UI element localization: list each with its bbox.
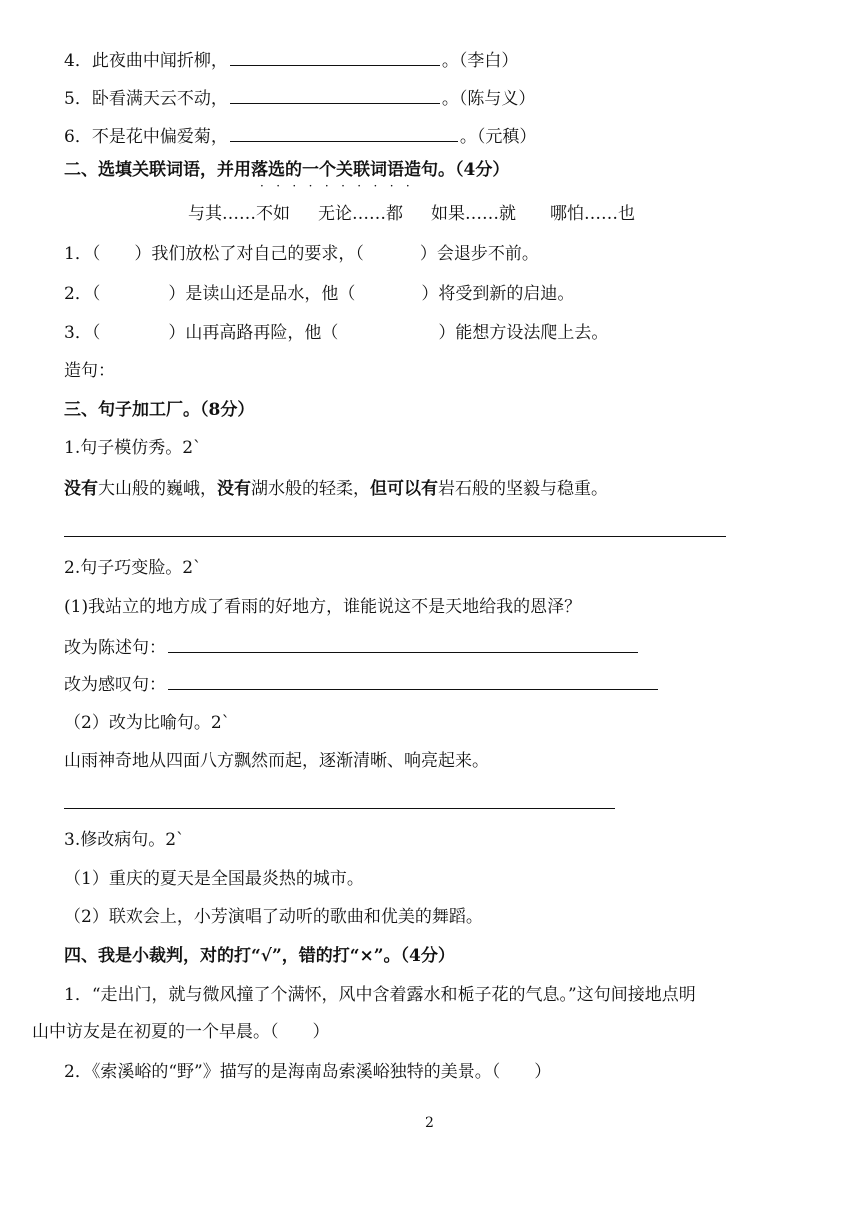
exclamatory-row	[64, 673, 660, 696]
question-number: 2．（	[64, 284, 101, 304]
section-3-heading: 三、句子加工厂。（8分）	[64, 400, 255, 420]
judge-question-2: 2．《索溪峪的“野”》描写的是海南岛索溪峪独特的美景。（ ）	[64, 1062, 552, 1082]
option-wulun-dou: 无论……都	[318, 204, 403, 224]
poem-prefix: 6．不是花中偏爱菊，	[64, 127, 228, 147]
poem-prefix: 4．此夜曲中闻折柳，	[64, 51, 228, 71]
correction-title: 3.修改病句。2`	[64, 830, 185, 850]
answer-line[interactable]	[64, 536, 726, 537]
poem-line-6	[64, 125, 536, 148]
judge-question-1-line-2: 山中访友是在初夏的一个早晨。（ ）	[32, 1022, 330, 1042]
answer-blank[interactable]	[168, 673, 658, 690]
page-number: 2	[425, 1115, 434, 1131]
keyword-dan-keyiyou: 但可以有	[370, 479, 438, 499]
poem-line-5	[64, 87, 535, 110]
answer-blank[interactable]	[230, 49, 440, 66]
question-text: ）能想方设法爬上去。	[438, 323, 609, 343]
fill-question-1	[64, 243, 539, 265]
poem-suffix: 。（李白）	[441, 51, 519, 71]
option-napa-ye: 哪怕……也	[550, 204, 635, 224]
option-ruguo-jiu: 如果……就	[431, 204, 516, 224]
declarative-row	[64, 636, 640, 659]
question-text: ）将受到新的启迪。	[421, 284, 575, 304]
conjunction-options	[188, 203, 635, 225]
imitation-example	[64, 478, 608, 500]
transform-question-2: （2）改为比喻句。2`	[64, 713, 231, 733]
correction-question-2: （2）联欢会上，小芳演唱了动听的歌曲和优美的舞蹈。	[64, 907, 483, 927]
emphasis-dots: ··········	[260, 179, 423, 193]
imitation-title: 1.句子模仿秀。2`	[64, 438, 202, 458]
section-4-heading: 四、我是小裁判，对的打“√”，错的打“×”。（4分）	[64, 946, 455, 966]
judge-question-1-line-1: 1．“走出门，就与微风撞了个满怀，风中含着露水和栀子花的气息。”这句间接地点明	[64, 985, 696, 1005]
transform-title: 2.句子巧变脸。2`	[64, 558, 202, 578]
declarative-label: 改为陈述句：	[64, 638, 166, 658]
transform-question-2-text: 山雨神奇地从四面八方飘然而起，逐渐清晰、响亮起来。	[64, 751, 489, 771]
fill-question-3	[64, 322, 608, 344]
section-2-heading: 二、选填关联词语，并用落选的一个关联词语造句。（4分）	[64, 160, 510, 180]
answer-blank[interactable]	[230, 125, 458, 142]
example-text: 岩石般的坚毅与稳重。	[438, 479, 608, 499]
answer-blank[interactable]	[168, 636, 638, 653]
question-number: 1．（	[64, 244, 101, 264]
poem-suffix: 。（元稹）	[459, 127, 537, 147]
answer-line[interactable]	[64, 808, 615, 809]
transform-question-1: (1)我站立的地方成了看雨的好地方，谁能说这不是天地给我的恩泽？	[64, 597, 582, 617]
example-text: 大山般的巍峨，	[98, 479, 217, 499]
example-text: 湖水般的轻柔，	[251, 479, 370, 499]
question-text: ）我们放松了对自己的要求，（	[134, 244, 364, 264]
correction-question-1: （1）重庆的夏天是全国最炎热的城市。	[64, 869, 364, 889]
poem-prefix: 5．卧看满天云不动，	[64, 89, 228, 109]
question-number: 3．（	[64, 323, 101, 343]
question-text: ）会退步不前。	[419, 244, 539, 264]
poem-suffix: 。（陈与义）	[441, 89, 536, 109]
make-sentence-label: 造句：	[64, 361, 115, 381]
question-text: ）山再高路再险，他（	[168, 323, 339, 343]
question-text: ）是读山还是品水，他（	[168, 284, 356, 304]
keyword-meiyou: 没有	[217, 479, 251, 499]
exclamatory-label: 改为感叹句：	[64, 675, 166, 695]
poem-line-4	[64, 49, 518, 72]
answer-blank[interactable]	[230, 87, 440, 104]
option-yuqi-buru: 与其……不如	[188, 204, 290, 224]
fill-question-2	[64, 283, 574, 305]
keyword-meiyou: 没有	[64, 479, 98, 499]
